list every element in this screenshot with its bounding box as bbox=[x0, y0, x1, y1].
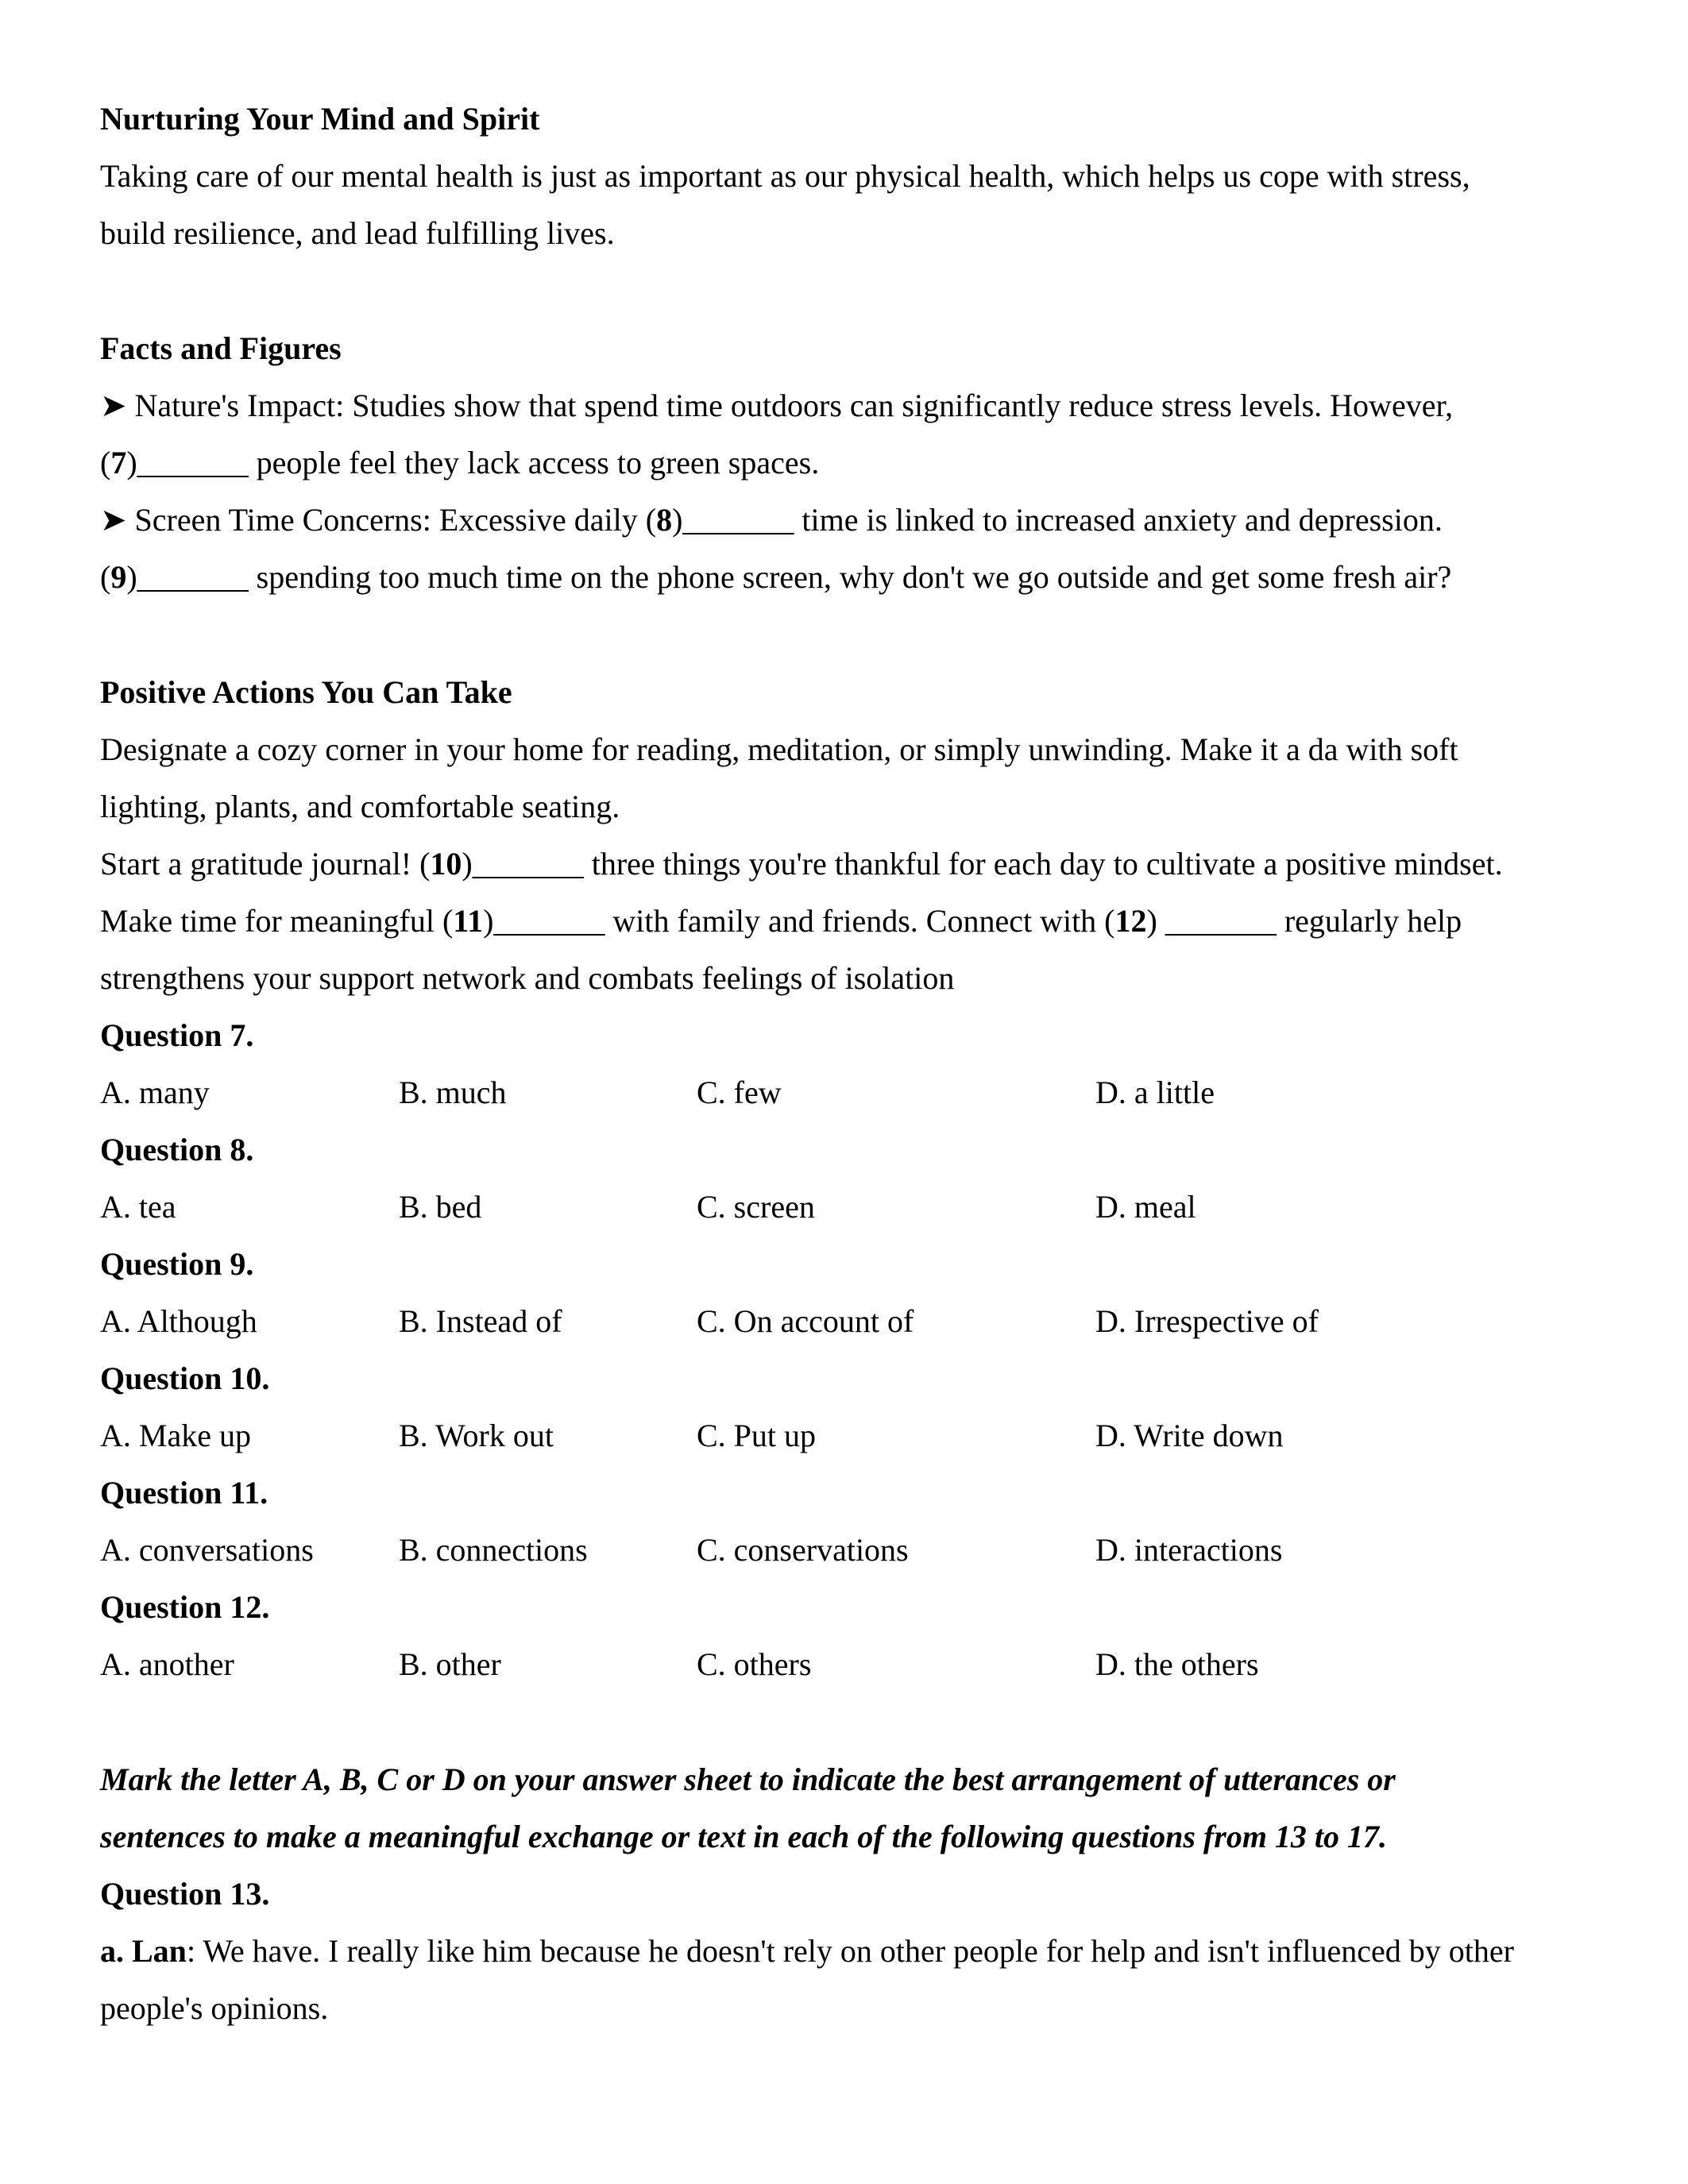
speaker-label: a. Lan bbox=[100, 1933, 187, 1969]
question-9-label: Question 9. bbox=[100, 1246, 254, 1282]
fact-screen-pre: ➤ Screen Time Concerns: Excessive daily ( bbox=[100, 502, 657, 538]
question-11-options bbox=[100, 1522, 1609, 1579]
action-journal-line bbox=[100, 835, 1609, 893]
fact-screen-line bbox=[100, 492, 1609, 549]
option-b[interactable]: B. connections bbox=[399, 1532, 588, 1568]
option-b[interactable]: B. Instead of bbox=[399, 1303, 562, 1339]
action-connect-mid: )_______ with family and friends. Connect with ( bbox=[483, 903, 1115, 939]
action-connect-line-1 bbox=[100, 893, 1609, 950]
blank-number-11: 11 bbox=[453, 903, 484, 939]
option-c[interactable]: C. conservations bbox=[697, 1532, 909, 1568]
option-c[interactable]: C. others bbox=[697, 1646, 812, 1682]
option-c[interactable]: C. screen bbox=[697, 1189, 815, 1225]
blank-number-7: 7 bbox=[110, 445, 127, 480]
fact-screen-post: )_______ time is linked to increased anxiety and depression. bbox=[672, 502, 1443, 538]
fact-nature-line-1: ➤ Nature's Impact: Studies show that spend time outdoors can significantly reduce stress levels. However, bbox=[100, 388, 1454, 423]
option-a[interactable]: A. tea bbox=[100, 1189, 176, 1225]
option-a[interactable]: A. Although bbox=[100, 1303, 257, 1339]
question-10-options bbox=[100, 1407, 1609, 1464]
action-journal-pre: Start a gratitude journal! ( bbox=[100, 846, 431, 882]
question-11-label: Question 11. bbox=[100, 1475, 268, 1511]
instruction-line-2: sentences to make a meaningful exchange or text in each of the following questions from 13 to 17. bbox=[100, 1819, 1388, 1854]
question-13-line-1 bbox=[100, 1923, 1609, 1980]
action-connect-pre: Make time for meaningful ( bbox=[100, 903, 454, 939]
section-title-actions: Positive Actions You Can Take bbox=[100, 674, 512, 710]
blank-number-9: 9 bbox=[110, 559, 127, 595]
question-13-line-2: people's opinions. bbox=[100, 1990, 329, 2026]
instruction-line-1: Mark the letter A, B, C or D on your answer sheet to indicate the best arrangement of utterances or bbox=[100, 1761, 1396, 1797]
utterance-text: : We have. I really like him because he doesn't rely on other people for help and isn't influenced by other bbox=[186, 1933, 1514, 1969]
question-10-label: Question 10. bbox=[100, 1360, 270, 1396]
action-journal-post: )_______ three things you're thankful for each day to cultivate a positive mindset. bbox=[462, 846, 1503, 882]
fact-nature-text: _______ people feel they lack access to green spaces. bbox=[137, 445, 820, 480]
blank-number-8: 8 bbox=[656, 502, 673, 538]
intro-line-2: build resilience, and lead fulfilling lives. bbox=[100, 215, 615, 251]
action-corner-line-1: Designate a cozy corner in your home for reading, meditation, or simply unwinding. Make it a da with soft bbox=[100, 731, 1458, 767]
blank-number-10: 10 bbox=[430, 846, 462, 882]
section-title-facts: Facts and Figures bbox=[100, 330, 342, 366]
question-12-label: Question 12. bbox=[100, 1589, 270, 1625]
option-d[interactable]: D. a little bbox=[1095, 1075, 1215, 1110]
option-c[interactable]: C. On account of bbox=[697, 1303, 914, 1339]
option-d[interactable]: D. Write down bbox=[1095, 1418, 1284, 1453]
option-d[interactable]: D. meal bbox=[1095, 1189, 1196, 1225]
option-d[interactable]: D. Irrespective of bbox=[1095, 1303, 1319, 1339]
question-8-options bbox=[100, 1179, 1609, 1236]
fact-phone-line: (9)_______ spending too much time on the phone screen, why don't we go outside and get some fresh air? bbox=[100, 559, 1452, 595]
option-a[interactable]: A. Make up bbox=[100, 1418, 251, 1453]
action-connect-post: ) _______ regularly help bbox=[1146, 903, 1462, 939]
blank-number-12: 12 bbox=[1114, 903, 1147, 939]
option-c[interactable]: C. Put up bbox=[697, 1418, 817, 1453]
option-b[interactable]: B. bed bbox=[399, 1189, 482, 1225]
option-d[interactable]: D. the others bbox=[1095, 1646, 1259, 1682]
question-8-label: Question 8. bbox=[100, 1132, 254, 1167]
option-d[interactable]: D. interactions bbox=[1095, 1532, 1283, 1568]
option-c[interactable]: C. few bbox=[697, 1075, 782, 1110]
action-connect-line-2: strengthens your support network and combats feelings of isolation bbox=[100, 960, 955, 996]
fact-nature-line-2: (7)_______ people feel they lack access to green spaces. bbox=[100, 445, 820, 480]
option-a[interactable]: A. conversations bbox=[100, 1532, 314, 1568]
question-13-label: Question 13. bbox=[100, 1876, 270, 1912]
action-corner-line-2: lighting, plants, and comfortable seating. bbox=[100, 789, 620, 824]
option-b[interactable]: B. much bbox=[399, 1075, 507, 1110]
question-7-label: Question 7. bbox=[100, 1017, 254, 1053]
intro-line-1: Taking care of our mental health is just as important as our physical health, which helps us cope with stress, bbox=[100, 158, 1470, 194]
option-b[interactable]: B. other bbox=[399, 1646, 501, 1682]
question-9-options bbox=[100, 1293, 1609, 1350]
question-7-options bbox=[100, 1064, 1609, 1121]
question-12-options bbox=[100, 1636, 1609, 1693]
fact-phone-text: _______ spending too much time on the phone screen, why don't we go outside and get some fresh air? bbox=[137, 559, 1452, 595]
option-a[interactable]: A. another bbox=[100, 1646, 234, 1682]
section-title-mind-spirit: Nurturing Your Mind and Spirit bbox=[100, 101, 540, 137]
option-a[interactable]: A. many bbox=[100, 1075, 210, 1110]
option-b[interactable]: B. Work out bbox=[399, 1418, 554, 1453]
